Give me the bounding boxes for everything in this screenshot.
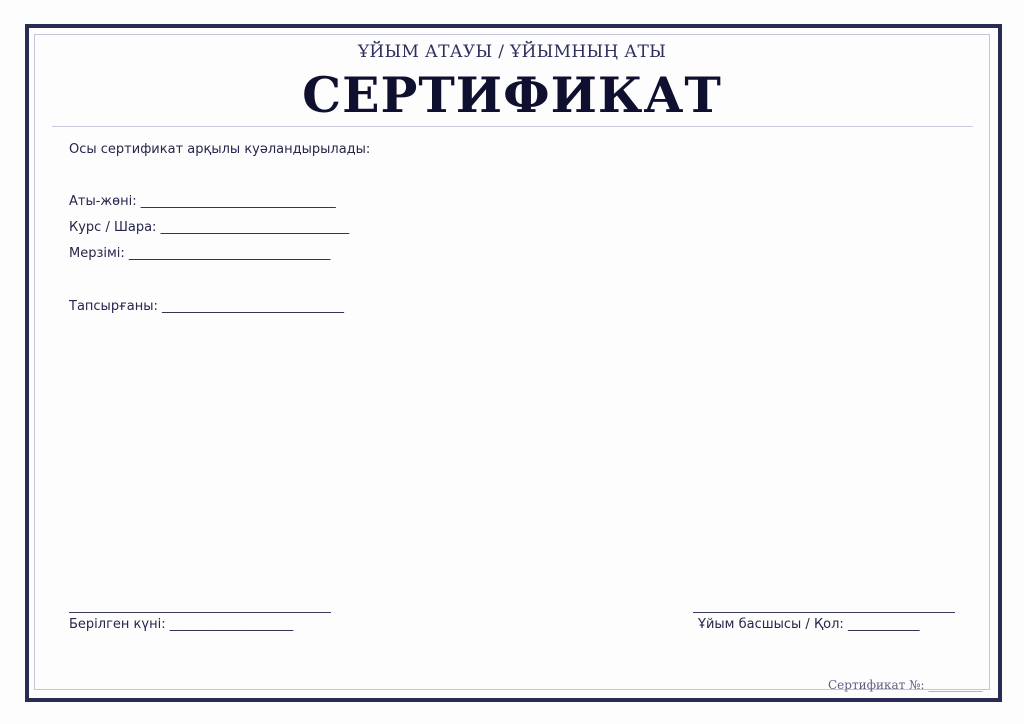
issued-signature-line: [69, 612, 331, 613]
organization-name: ҰЙЫМ АТАУЫ / ҰЙЫМНЫҢ АТЫ: [357, 42, 667, 62]
header-divider: [52, 126, 973, 127]
course-field: Курс / Шара: _____________________________: [69, 220, 350, 235]
intro-text: Осы сертификат арқылы куәландырылады:: [69, 142, 371, 157]
head-signature-line: [693, 612, 955, 613]
certificate-number: Сертификат №: _________: [828, 678, 983, 692]
recipient-field: Тапсырғаны: ____________________________: [69, 299, 344, 314]
head-signature-field: Ұйым басшысы / Қол: ___________: [698, 617, 920, 632]
date-field: Мерзімі: _______________________________: [69, 246, 331, 261]
certificate-inner-border: [34, 34, 990, 690]
name-field: Аты-жөні: ______________________________: [69, 194, 336, 209]
certificate-title: СЕРТИФИКАТ: [302, 66, 722, 124]
issued-date-field: Берілген күні: ___________________: [69, 617, 294, 632]
